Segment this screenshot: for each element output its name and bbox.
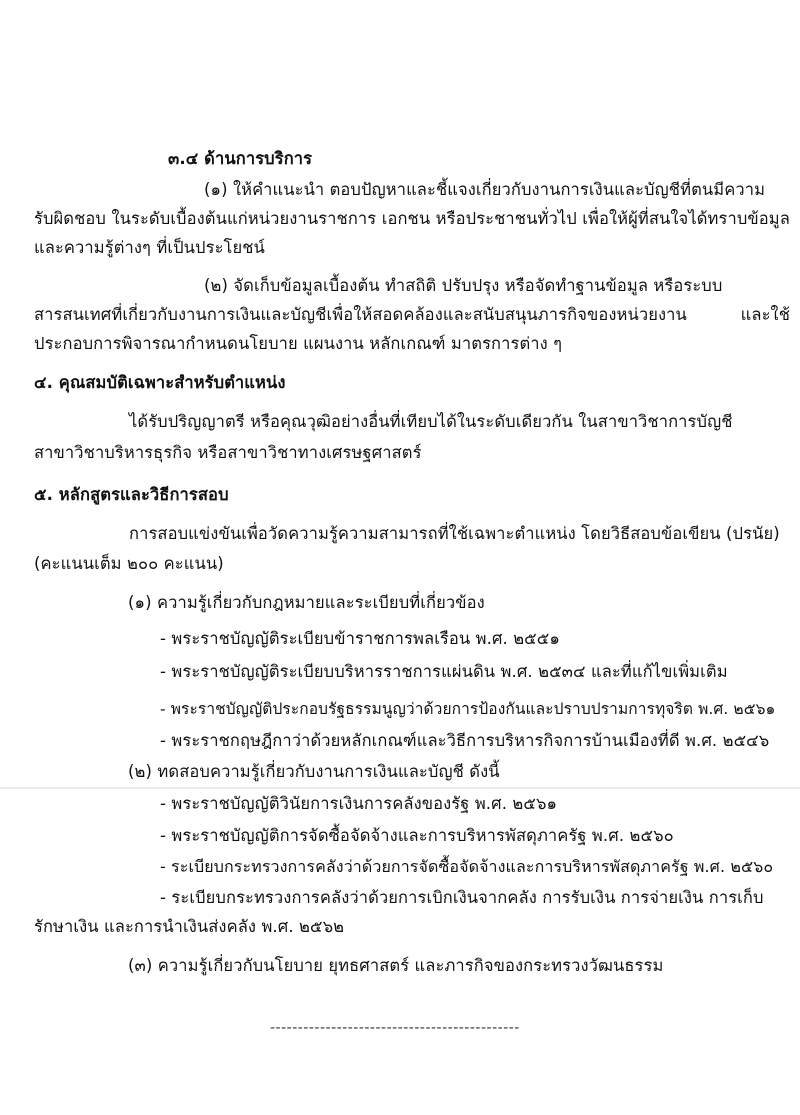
g2-title: (๒) ทดสอบความรู้เกี่ยวกับงานการเงินและบัญชี ดังนี้ xyxy=(128,762,500,781)
s4-line2: สาขาวิชาบริหารธุรกิจ หรือสาขาวิชาทางเศรษฐศาสตร์ xyxy=(34,443,422,462)
g1-item-3: - พระราชบัญญัติประกอบรัฐธรรมนูญว่าด้วยการป้องกันและปราบปรามการทุจริต พ.ศ. ๒๕๖๑ xyxy=(160,700,776,718)
s4-line1: ได้รับปริญญาตรี หรือคุณวุฒิอย่างอื่นที่เทียบได้ในระดับเดียวกัน ในสาขาวิชาการบัญชี xyxy=(129,412,733,431)
s34-p2-line2: สารสนเทศที่เกี่ยวกับงานการเงินและบัญชีเพื่อให้สอดคล้องและสนับสนุนภารกิจของหน่วยงาน และใช้ xyxy=(34,305,790,324)
g2-item-4: - ระเบียบกระทรวงการคลังว่าด้วยการเบิกเงินจากคลัง การรับเงิน การจ่ายเงิน การเก็บ xyxy=(160,888,764,907)
s34-p1-line2: รับผิดชอบ ในระดับเบื้องต้นแก่หน่วยงานราชการ เอกชน หรือประชาชนทั่วไป เพื่อให้ผู้ที่สนใจได้ทราบข้อมูล xyxy=(34,209,790,228)
g1-item-2: - พระราชบัญญัติระเบียบบริหารราชการแผ่นดิน พ.ศ. ๒๕๓๔ และที่แก้ไขเพิ่มเติม xyxy=(160,662,728,681)
g2-item-1: - พระราชบัญญัติวินัยการเงินการคลังของรัฐ พ.ศ. ๒๕๖๑ xyxy=(160,794,558,813)
s34-p2-line1: (๒) จัดเก็บข้อมูลเบื้องต้น ทำสถิติ ปรับปรุง หรือจัดทำฐานข้อมูล หรือระบบ xyxy=(204,276,723,295)
s34-p1-line1: (๑) ให้คำแนะนำ ตอบปัญหาและชี้แจงเกี่ยวกับงานการเงินและบัญชีที่ตนมีความ xyxy=(204,180,766,199)
g2-item-3: - ระเบียบกระทรวงการคลังว่าด้วยการจัดซื้อจัดจ้างและการบริหารพัสดุภาครัฐ พ.ศ. ๒๕๖๐ xyxy=(160,857,774,876)
s34-p1-line3: และความรู้ต่างๆ ที่เป็นประโยชน์ xyxy=(34,238,265,257)
section-5-heading: ๕. หลักสูตรและวิธีการสอบ xyxy=(34,485,229,504)
section-4-heading: ๔. คุณสมบัติเฉพาะสำหรับตำแหน่ง xyxy=(34,373,286,392)
s34-p2-line3: ประกอบการพิจารณากำหนดนโยบาย แผนงาน หลักเกณฑ์ มาตรการต่าง ๆ xyxy=(34,334,563,353)
g1-title: (๑) ความรู้เกี่ยวกับกฎหมายและระเบียบที่เกี่ยวข้อง xyxy=(128,593,485,612)
section-3-4-heading: ๓.๔ ด้านการบริการ xyxy=(168,149,313,168)
s5-intro-line1: การสอบแข่งขันเพื่อวัดความรู้ความสามารถที่ใช้เฉพาะตำแหน่ง โดยวิธีสอบข้อเขียน (ปรนัย) xyxy=(129,524,780,543)
scan-artifact-line xyxy=(0,787,800,789)
g2-item-2: - พระราชบัญญัติการจัดซื้อจัดจ้างและการบริหารพัสดุภาครัฐ พ.ศ. ๒๕๖๐ xyxy=(160,826,674,845)
g3-title: (๓) ความรู้เกี่ยวกับนโยบาย ยุทธศาสตร์ และภารกิจของกระทรวงวัฒนธรรม xyxy=(128,956,664,975)
s5-intro-line2: (คะแนนเต็ม ๒๐๐ คะแนน) xyxy=(34,554,224,573)
g1-item-1: - พระราชบัญญัติระเบียบข้าราชการพลเรือน พ.ศ. ๒๕๕๑ xyxy=(160,629,560,648)
g2-item-4-continuation: รักษาเงิน และการนำเงินส่งคลัง พ.ศ. ๒๕๖๒ xyxy=(34,917,345,936)
g1-item-4: - พระราชกฤษฎีกาว่าด้วยหลักเกณฑ์และวิธีการบริหารกิจการบ้านเมืองที่ดี พ.ศ. ๒๕๔๖ xyxy=(160,731,770,750)
footer-dash-rule: --------------------------------------------- xyxy=(270,1020,520,1036)
